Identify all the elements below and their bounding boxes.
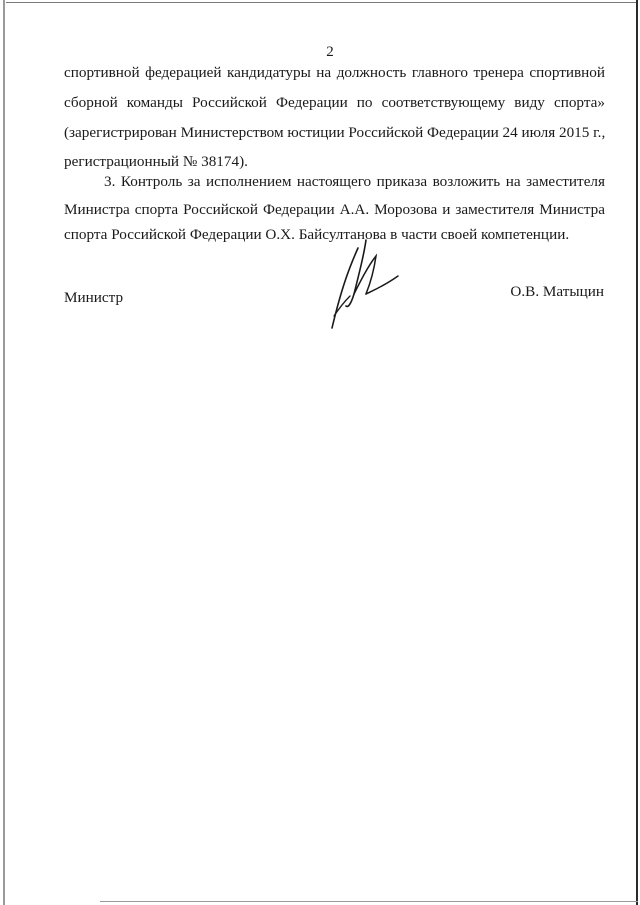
- signatory-name: О.В. Матыцин: [510, 283, 604, 300]
- signatory-title: Министр: [64, 289, 124, 306]
- body-line: спортивной федерацией кандидатуры на должность главного тренера спортивной: [64, 64, 605, 81]
- body-line: (зарегистрирован Министерством юстиции Российской Федерации 24 июля 2015 г.,: [64, 124, 606, 141]
- paragraph-3-line: 3. Контроль за исполнением настоящего приказа возложить на заместителя: [104, 173, 605, 190]
- body-line: сборной команды Российской Федерации по соответствующему виду спорта»: [64, 94, 605, 111]
- paragraph-3-line: Министра спорта Российской Федерации А.А. Морозова и заместителя Министра: [64, 201, 605, 218]
- scan-edge-top: [6, 2, 636, 3]
- scan-edge-right: [636, 0, 638, 905]
- paragraph-3-line: спорта Российской Федерации О.Х. Байсултанова в части своей компетенции.: [64, 226, 570, 243]
- scan-edge-left: [3, 0, 5, 905]
- page-number: 2: [326, 44, 334, 60]
- body-line: регистрационный № 38174).: [64, 153, 248, 170]
- handwritten-signature: [320, 236, 410, 332]
- scan-edge-bottom: [100, 901, 638, 902]
